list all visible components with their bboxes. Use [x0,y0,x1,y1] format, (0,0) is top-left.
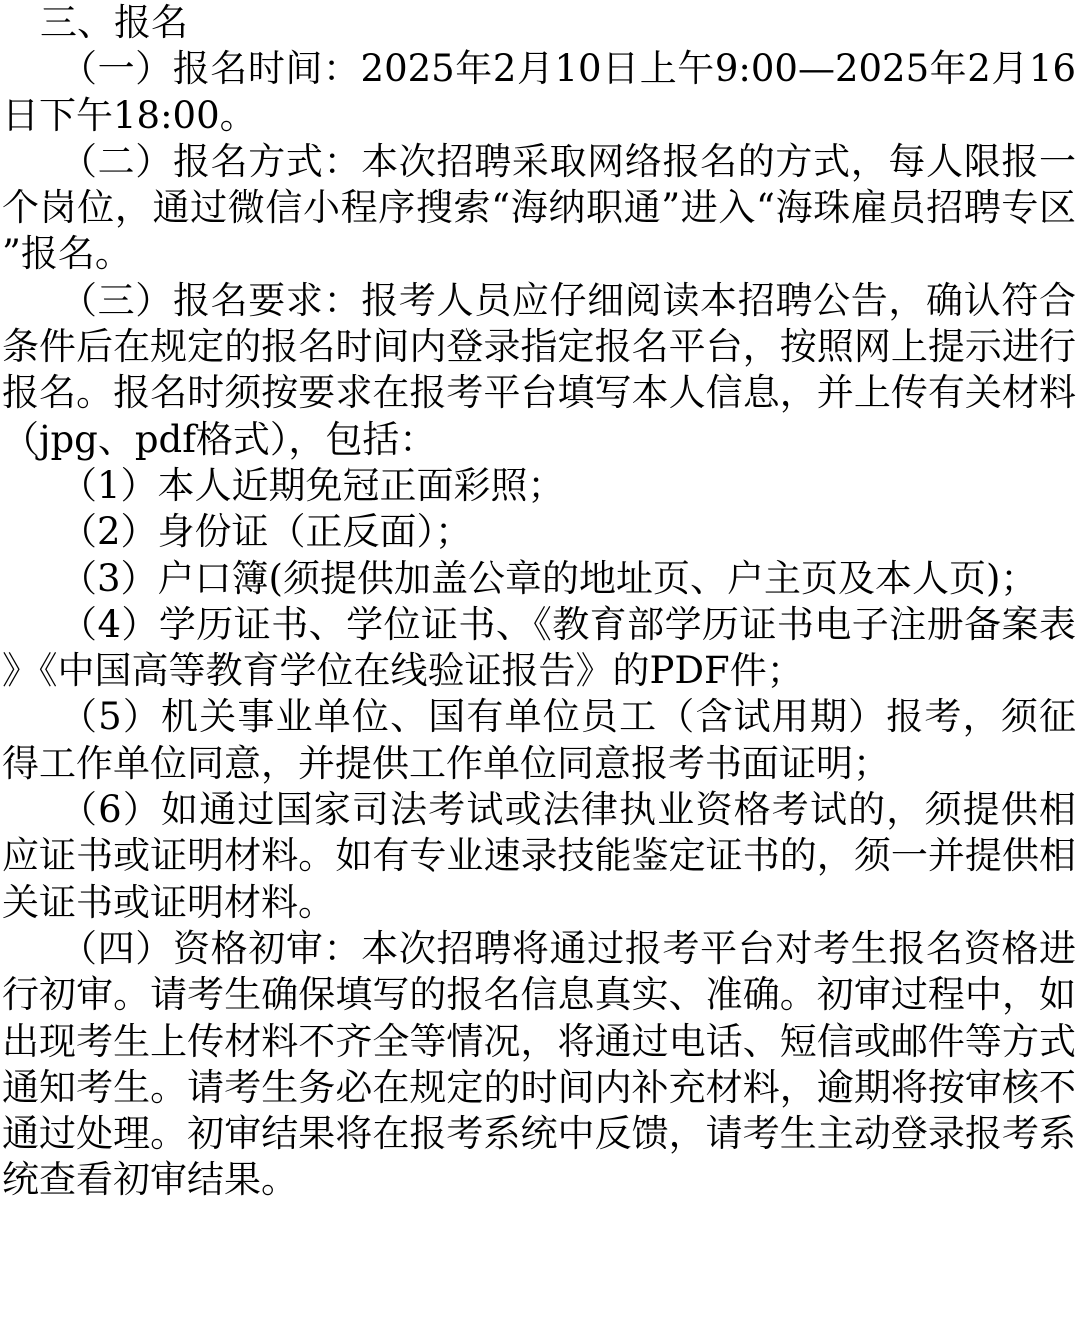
list-item-diplomas: （4）学历证书、学位证书、《教育部学历证书电子注册备案表》《中国高等教育学位在线验证报告》的PDF件； [2,602,1076,693]
list-item-employer-consent: （5）机关事业单位、国有单位员工（含试用期）报考，须征得工作单位同意，并提供工作单位同意报考书面证明； [2,695,1076,785]
paragraph-registration-requirements: （三）报名要求：报考人员应仔细阅读本招聘公告，确认符合条件后在规定的报名时间内登录指定报名平台，按照网上提示进行报名。报名时须按要求在报考平台填写本人信息，并上传有关材料（jpg、pdf格式），包括： [2,278,1076,461]
list-item-id-card: （2）身份证（正反面）； [60,510,473,554]
paragraph-registration-method: （二）报名方式：本次招聘采取网络报名的方式，每人限报一个岗位，通过微信小程序搜索“海纳职通”进入“海珠雇员招聘专区”报名。 [2,139,1076,276]
paragraph-preliminary-review: （四）资格初审：本次招聘将通过报考平台对考生报名资格进行初审。请考生确保填写的报名信息真实、准确。初审过程中，如出现考生上传材料不齐全等情况，将通过电话、短信或邮件等方式通知考生。请考生务必在规定的时间内补充材料，逾期将按审核不通过处理。初审结果将在报考系统中反馈，请考生主动登录报考系统查看初审结果。 [2,926,1076,1202]
list-item-household-register: （3）户口簿(须提供加盖公章的地址页、户主页及本人页)； [60,556,1038,600]
section-heading: 三、报名 [40,1,188,44]
list-item-photo: （1）本人近期免冠正面彩照； [60,463,565,507]
list-item-legal-certificates: （6）如通过国家司法考试或法律执业资格考试的，须提供相应证书或证明材料。如有专业速录技能鉴定证书的，须一并提供相关证书或证明材料。 [2,788,1076,924]
paragraph-registration-time: （一）报名时间：2025年2月10日上午9:00—2025年2月16日下午18:00。 [2,47,1076,137]
document-body [2,0,1076,1204]
